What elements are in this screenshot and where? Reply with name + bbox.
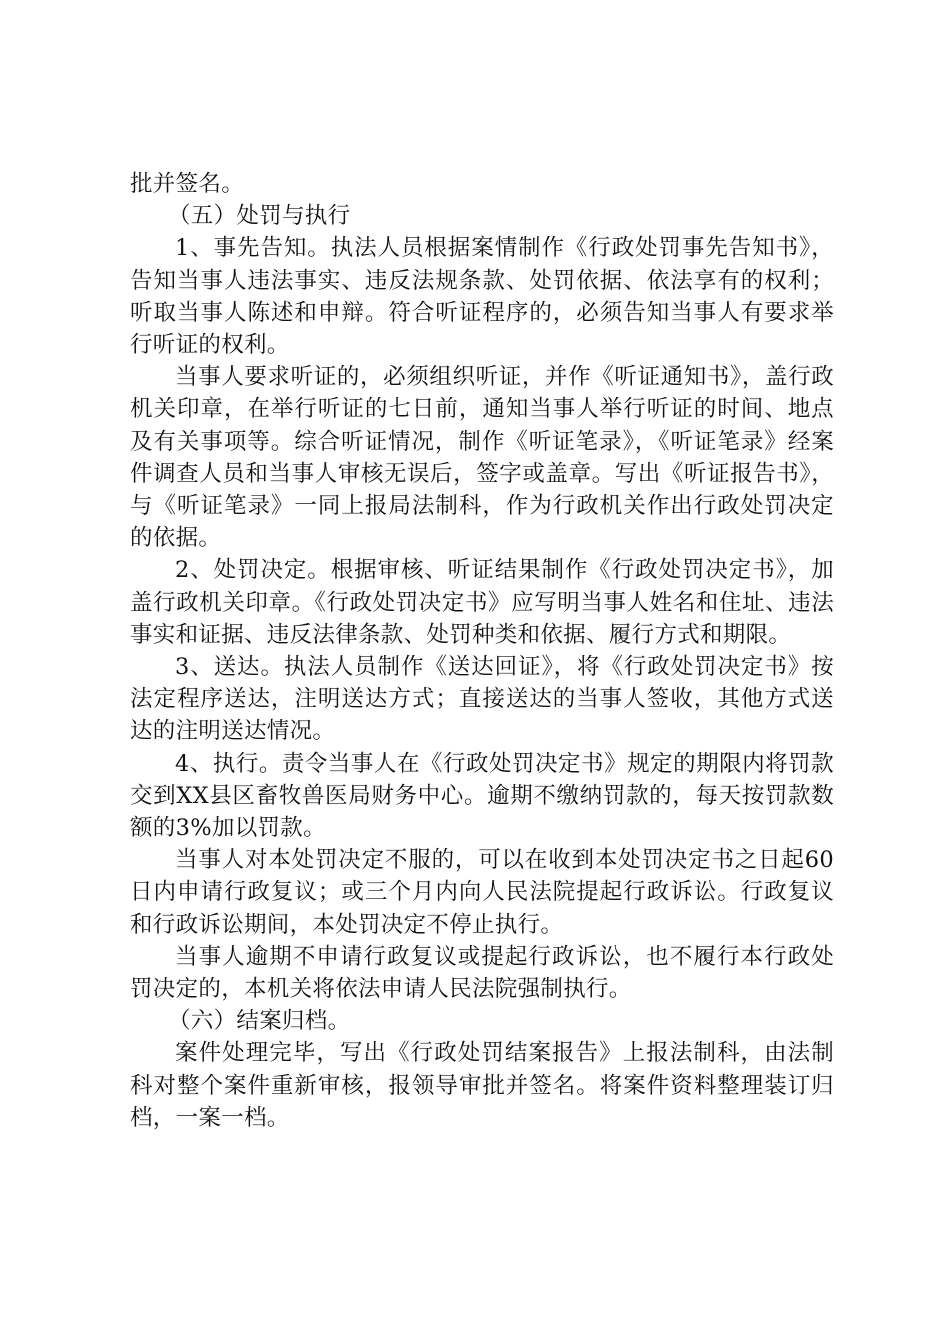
paragraph-execution: 4、执行。责令当事人在《行政处罚决定书》规定的期限内将罚款交到XX县区畜牧兽医局财务中心。逾期不缴纳罚款的，每天按罚款数额的3%加以罚款。 — [130, 750, 834, 842]
document-body — [130, 168, 834, 1134]
paragraph-continuation: 批并签名。 — [130, 171, 245, 197]
paragraph-penalty-decision: 2、处罚决定。根据审核、听证结果制作《行政处罚决定书》，加盖行政机关印章。《行政处罚决定书》应写明当事人姓名和住址、违法事实和证据、违反法律条款、处罚种类和依据、履行方式和期限。 — [130, 557, 834, 648]
paragraph-service: 3、送达。执法人员制作《送达回证》，将《行政处罚决定书》按法定程序送达，注明送达方式；直接送达的当事人签收，其他方式送达的注明送达情况。 — [130, 654, 834, 745]
paragraph-prior-notice: 1、事先告知。执法人员根据案情制作《行政处罚事先告知书》，告知当事人违法事实、违反法规条款、处罚依据、依法享有的权利；听取当事人陈述和申辩。符合听证程序的，必须告知当事人有要求举行听证的权利。 — [130, 235, 834, 359]
paragraph-enforcement: 当事人逾期不申请行政复议或提起行政诉讼，也不履行本行政处罚决定的，本机关将依法申请人民法院强制执行。 — [130, 943, 834, 1003]
paragraph-hearing: 当事人要求听证的，必须组织听证，并作《听证通知书》，盖行政机关印章，在举行听证的七日前，通知当事人举行听证的时间、地点及有关事项等。综合听证情况，制作《听证笔录》，《听证笔录》经案件调查人员和当事人审核无误后，签字或盖章。写出《听证报告书》，与《听证笔录》一同上报局法制科，作为行政机关作出行政处罚决定的依据。 — [130, 364, 834, 552]
section-heading-six: （六）结案归档。 — [168, 1008, 351, 1035]
paragraph-appeal: 当事人对本处罚决定不服的，可以在收到本处罚决定书之日起60日内申请行政复议；或三个月内向人民法院提起行政诉讼。行政复议和行政诉讼期间，本处罚决定不停止执行。 — [130, 847, 834, 938]
paragraph-closing: 案件处理完毕，写出《行政处罚结案报告》上报法制科，由法制科对整个案件重新审核，报领导审批并签名。将案件资料整理装订归档，一案一档。 — [130, 1040, 834, 1131]
section-heading-five: （五）处罚与执行 — [168, 203, 351, 230]
